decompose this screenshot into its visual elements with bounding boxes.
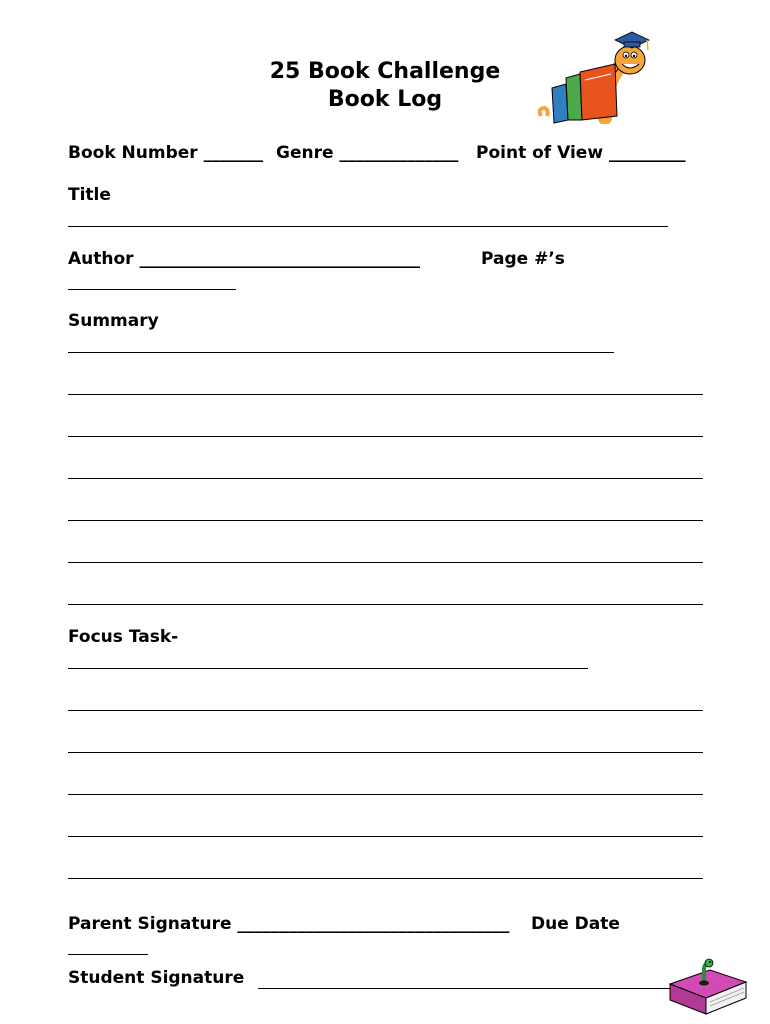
- summary-line[interactable]: [68, 562, 703, 563]
- page-numbers-label: Page #’s: [481, 249, 565, 269]
- summary-line[interactable]: [68, 604, 703, 605]
- summary-line[interactable]: [68, 352, 614, 353]
- parent-signature-label: Parent Signature ________________________________: [68, 914, 510, 934]
- page-subtitle: Book Log: [327, 87, 443, 112]
- student-signature-label: Student Signature: [68, 968, 245, 988]
- focus-task-line[interactable]: [68, 668, 588, 669]
- point-of-view-label: Point of View _________: [476, 143, 686, 163]
- genre-label: Genre ______________: [276, 143, 459, 163]
- due-date-label: Due Date: [531, 914, 620, 934]
- title-label: Title: [68, 185, 111, 205]
- summary-line[interactable]: [68, 394, 703, 395]
- focus-task-line[interactable]: [68, 752, 703, 753]
- page-numbers-line[interactable]: [68, 289, 236, 290]
- summary-label: Summary: [68, 311, 159, 331]
- focus-task-line[interactable]: [68, 710, 703, 711]
- author-label: Author _________________________________: [68, 249, 420, 269]
- page-title: 25 Book Challenge: [269, 59, 501, 84]
- book-number-label: Book Number _______: [68, 143, 264, 163]
- focus-task-label: Focus Task-: [68, 627, 179, 647]
- focus-task-line[interactable]: [68, 878, 703, 879]
- focus-task-line[interactable]: [68, 836, 703, 837]
- bookworm-book-icon: [666, 956, 750, 1022]
- due-date-line[interactable]: [68, 954, 148, 955]
- student-signature-line[interactable]: [258, 988, 670, 989]
- focus-task-line[interactable]: [68, 794, 703, 795]
- bookworm-books-icon: [535, 28, 660, 124]
- title-line[interactable]: [68, 226, 668, 227]
- summary-line[interactable]: [68, 436, 703, 437]
- summary-line[interactable]: [68, 478, 703, 479]
- summary-line[interactable]: [68, 520, 703, 521]
